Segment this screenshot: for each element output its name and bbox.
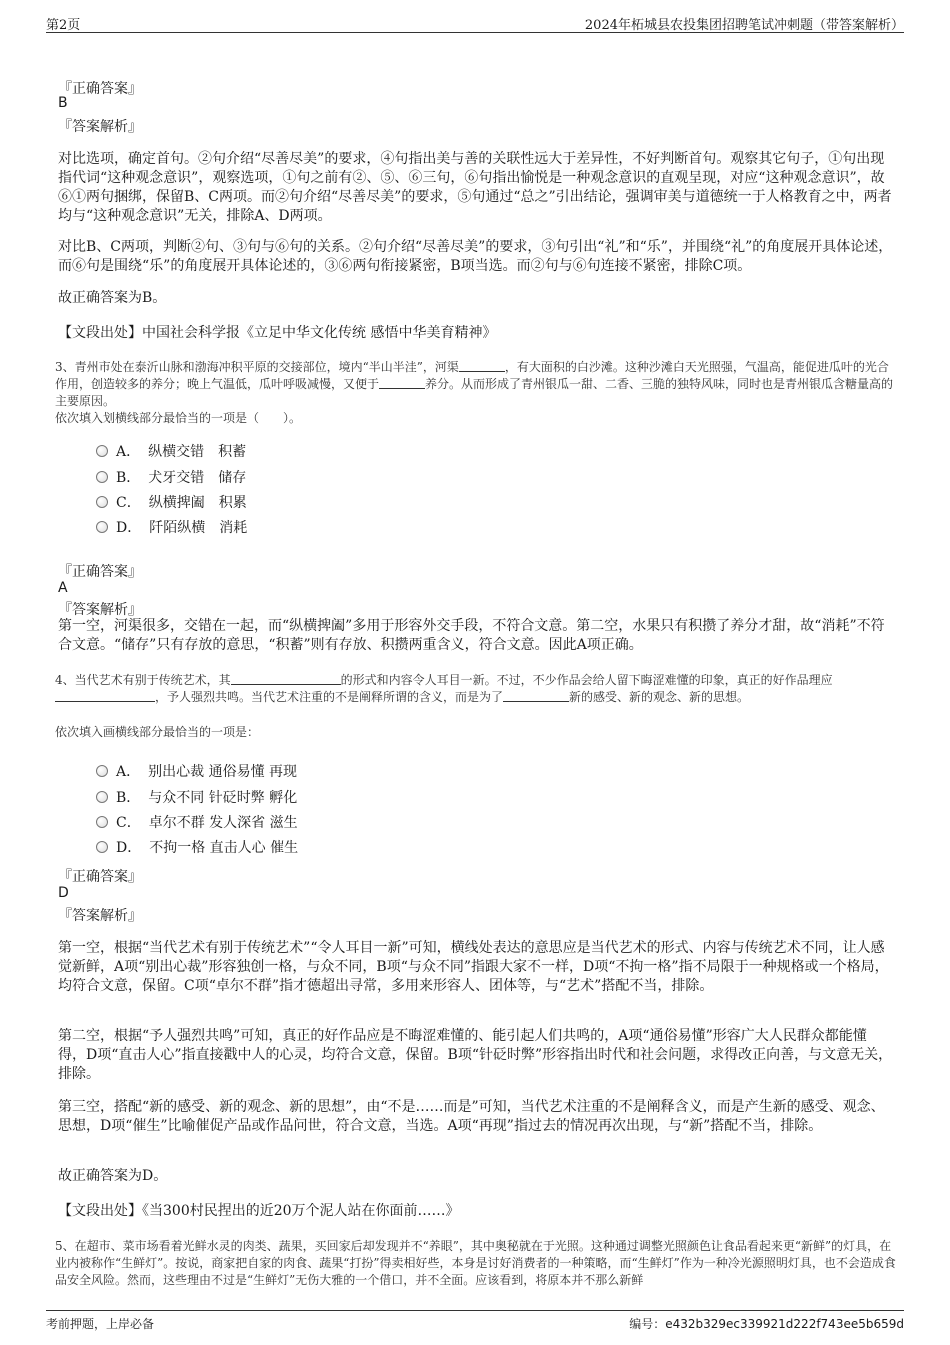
analysis-label: 『答案解析』	[58, 602, 142, 618]
question-3-stem: 3、青州市处在泰沂山脉和渤海冲积平原的交接部位，境内“半山半洼”，河渠 ，有大面积的白沙滩。这种沙滩白天光照强，气温高，能促进瓜叶的光合作用，创造较多的养分；晚上气温低，瓜叶呼吸减慢，又便于 养分。从而形成了青州银瓜一甜、二香、三脆的独特风味，同时也是青州银瓜含糖量高的主要原因。 依次填入划横线部分最恰当的一项是（ ）。	[55, 359, 897, 427]
page-number: 第2页	[46, 18, 81, 33]
blank-line	[503, 689, 569, 702]
page-header	[46, 12, 904, 33]
analysis-paragraph: 第二空，根据“予人强烈共鸣”可知，真正的好作品应是不晦涩难懂的、能引起人们共鸣的，A项“通俗易懂”形容广大人民群众都能懂得，D项“直击人心”指直接戳中人的心灵，均符合文意，保留。B项“针砭时弊”形容指出时代和社会问题，求得改正向善，与文意无关，排除。	[58, 1028, 893, 1082]
correct-answer-label: 『正确答案』	[58, 564, 142, 580]
correct-answer-value: A	[58, 580, 68, 596]
radio-icon[interactable]	[96, 496, 108, 508]
correct-answer-value: B	[58, 95, 68, 111]
option-c[interactable]: C． 纵横捭阖 积累	[96, 492, 247, 512]
footer-slogan: 考前押题，上岸必备	[46, 1317, 155, 1331]
analysis-label: 『答案解析』	[58, 119, 142, 135]
analysis-paragraph: 第一空，根据“当代艺术有别于传统艺术”“令人耳目一新”可知，横线处表达的意思应是当代艺术的形式、内容与传统艺术不同，让人感觉新鲜，A项“别出心裁”形容独创一格，与众不同，B项“与众不同”指跟大家不一样，D项“不拘一格”指不局限于一种规格或一个格局，均符合文意，保留。C项“卓尔不群”指才德超出寻常，多用来形容人、团体等，与“艺术”搭配不当，排除。	[58, 940, 889, 994]
blank-line	[55, 689, 155, 702]
option-a[interactable]: A． 纵横交错 积蓄	[96, 441, 246, 461]
question-5-stem: 5、在超市、菜市场看着光鲜水灵的肉类、蔬果，买回家后却发现并不“养眼”，其中奥秘就在于光照。这种通过调整光照颜色让食品看起来更“新鲜”的灯具，在业内被称作“生鲜灯”。按说，商家把自家的肉食、蔬果“打扮”得卖相好些，本身是讨好消费者的一种策略，而“生鲜灯”作为一种冷光源照明灯具，也不会造成食品安全风险。然而，这些理由不过是“生鲜灯”无伤大雅的一个借口，并不全面。应该看到，将原本并不那么新鲜	[55, 1239, 896, 1287]
blank-line	[459, 359, 505, 372]
radio-icon[interactable]	[96, 791, 108, 803]
radio-icon[interactable]	[96, 521, 108, 533]
question-prompt: 依次填入划横线部分最恰当的一项是（ ）。	[55, 411, 302, 425]
analysis-conclusion: 故正确答案为D。	[58, 1168, 168, 1184]
option-a[interactable]: A． 别出心裁 通俗易懂 再现	[96, 761, 297, 781]
document-code: 编号：e432b329ec339921d222f743ee5b659d	[629, 1317, 904, 1331]
blank-line	[379, 376, 425, 389]
radio-icon[interactable]	[96, 841, 108, 853]
radio-icon[interactable]	[96, 471, 108, 483]
correct-answer-label: 『正确答案』	[58, 81, 142, 97]
analysis-paragraph: 对比选项，确定首句。②句介绍“尽善尽美”的要求，④句指出美与善的关联性远大于差异性，不好判断首句。观察其它句子，①句出现指代词“这种观念意识”，观察选项，①句之前有②、⑤、⑥三句，⑥句指出愉悦是一种观念意识的直观呈现，对应“这种观念意识”，故⑥①两句捆绑，保留B、C两项。而②句介绍“尽善尽美”的要求，⑤句通过“总之”引出结论，强调审美与道德统一于人格教育之中，两者均与“这种观念意识”无关，排除A、D两项。	[58, 151, 892, 224]
option-c[interactable]: C． 卓尔不群 发人深省 滋生	[96, 812, 298, 832]
question-prompt: 依次填入画横线部分最恰当的一项是：	[55, 725, 260, 739]
source-citation: 【文段出处】中国社会科学报《立足中华文化传统 感悟中华美育精神》	[58, 325, 497, 341]
page-footer	[46, 1310, 904, 1333]
option-b[interactable]: B． 犬牙交错 储存	[96, 467, 246, 487]
analysis-paragraph: 第三空，搭配“新的感受、新的观念、新的思想”，由“不是……而是”可知，当代艺术注重的不是阐释含义，而是产生新的感受、观念、思想，D项“催生”比喻催促产品或作品问世，符合文意，当选。A项“再现”指过去的情况再次出现，与“新”搭配不当，排除。	[58, 1099, 885, 1134]
analysis-conclusion: 故正确答案为B。	[58, 290, 167, 306]
analysis-label: 『答案解析』	[58, 908, 142, 924]
correct-answer-label: 『正确答案』	[58, 869, 142, 885]
source-citation: 【文段出处】《当300村民捏出的近20万个泥人站在你面前……》	[58, 1203, 460, 1219]
document-title: 2024年柘城县农投集团招聘笔试冲刺题（带答案解析）	[584, 18, 904, 33]
question-4-stem: 4、当代艺术有别于传统艺术，其 的形式和内容令人耳目一新。不过，不少作品会给人留下晦涩难懂的印象，真正的好作品理应，予人强烈共鸣。当代艺术注重的不是阐释所谓的含义，而是为了 新的感受、新的观念、新的思想。	[55, 673, 833, 704]
analysis-paragraph: 第一空，河渠很多，交错在一起，而“纵横捭阖”多用于形容外交手段，不符合文意。第二空，水果只有积攒了养分才甜，故“消耗”不符合文意。“储存”只有存放的意思，“积蓄”则有存放、积攒两重含义，符合文意。因此A项正确。	[58, 618, 885, 653]
radio-icon[interactable]	[96, 816, 108, 828]
option-b[interactable]: B． 与众不同 针砭时弊 孵化	[96, 787, 297, 807]
blank-line	[231, 672, 341, 685]
option-d[interactable]: D． 不拘一格 直击人心 催生	[96, 837, 298, 857]
option-d[interactable]: D． 阡陌纵横 消耗	[96, 517, 247, 537]
radio-icon[interactable]	[96, 445, 108, 457]
analysis-paragraph: 对比B、C两项，判断②句、③句与⑥句的关系。②句介绍“尽善尽美”的要求，③句引出“礼”和“乐”，并围绕“礼”的角度展开具体论述，而⑥句是围绕“乐”的角度展开具体论述的，③⑥两句衔接紧密，B项当选。而②句与⑥句连接不紧密，排除C项。	[58, 239, 893, 274]
radio-icon[interactable]	[96, 765, 108, 777]
correct-answer-value: D	[58, 885, 69, 901]
